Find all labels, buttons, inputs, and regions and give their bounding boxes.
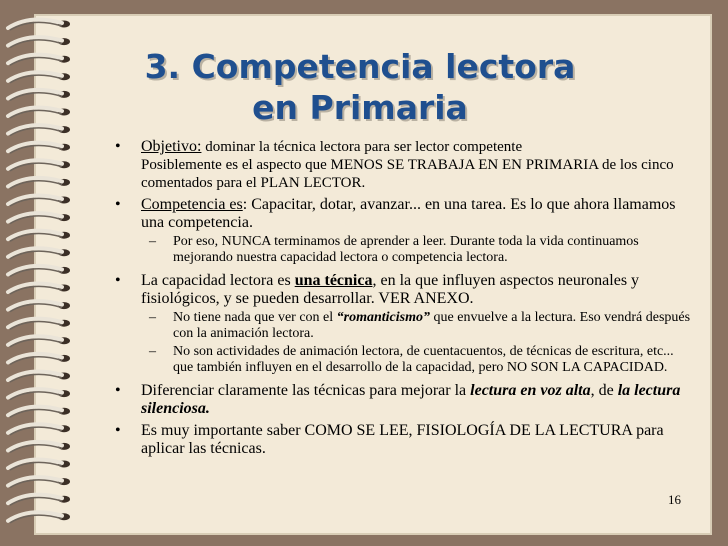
slide-title-line-2: en Primaria (252, 88, 468, 127)
fisiologia-text: Es muy importante saber COMO SE LEE, FISIOLOGÍA DE LA LECTURA para aplicar las técnicas. (141, 422, 664, 457)
bullet-list (113, 138, 693, 460)
diferenciar-emph-1: lectura en voz alta (470, 382, 591, 399)
competencia-label: Competencia es (141, 196, 243, 213)
bullet-competencia (113, 196, 693, 232)
bullet-marker: • (115, 138, 121, 155)
dash-marker: – (149, 310, 156, 325)
diferenciar-mid: , de (590, 382, 618, 399)
bullet-marker: • (115, 272, 121, 289)
diferenciar-pre: Diferenciar claramente las técnicas para mejorar la (141, 382, 471, 399)
sub-a-post: que envuelve a la lectura. Eso vendrá después con la animación lectora. (173, 310, 691, 341)
competencia-text: : Capacitar, dotar, avanzar... en una tarea. Es lo que ahora llamamos una competencia. (141, 196, 676, 231)
bullet-capacidad (113, 272, 693, 308)
dash-marker: – (149, 234, 156, 249)
bullet-diferenciar (113, 382, 693, 418)
bullet-objetivo (113, 138, 693, 192)
objetivo-detail: Posiblemente es el aspecto que MENOS SE TRABAJA EN EN PRIMARIA de los cinco comentados para el PLAN LECTOR. (141, 157, 674, 191)
capacidad-emph: una técnica (294, 272, 373, 289)
sub-a-emph: “romanticismo” (336, 310, 431, 325)
bullet-fisiologia (113, 422, 693, 458)
capacidad-pre: La capacidad lectora es (141, 272, 295, 289)
bullet-marker: • (115, 382, 121, 399)
sub-bullet-nunca (113, 234, 693, 266)
objetivo-text: dominar la técnica lectora para ser lector competente (201, 139, 523, 155)
capacidad-post: , en la que influyen aspectos neuronales y fisiológicos, y se pueden desarrollar. VER ANEXO. (141, 272, 640, 307)
page-number: 16 (668, 492, 681, 507)
objetivo-label: Objetivo: (141, 138, 202, 155)
sub-b-text: No son actividades de animación lectora, de cuentacuentos, de técnicas de escritura, etc... que también influyen en el desarrollo de la capacidad, pero NO SON LA CAPACIDAD. (173, 344, 674, 375)
bullet-marker: • (115, 422, 121, 439)
sub-bullet-actividades (113, 344, 693, 376)
sub-bullet-romanticismo (113, 310, 693, 342)
bullet-marker: • (115, 196, 121, 213)
slide-title-line-1: 3. Competencia lectora (144, 47, 576, 86)
sub-bullet-text: Por eso, NUNCA terminamos de aprender a leer. Durante toda la vida continuamos mejorando nuestra capacidad lectora o competencia lectora. (173, 234, 639, 265)
diferenciar-emph-2: la lectura silenciosa. (141, 382, 681, 417)
sub-a-pre: No tiene nada que ver con el (173, 310, 337, 325)
dash-marker: – (149, 344, 156, 359)
